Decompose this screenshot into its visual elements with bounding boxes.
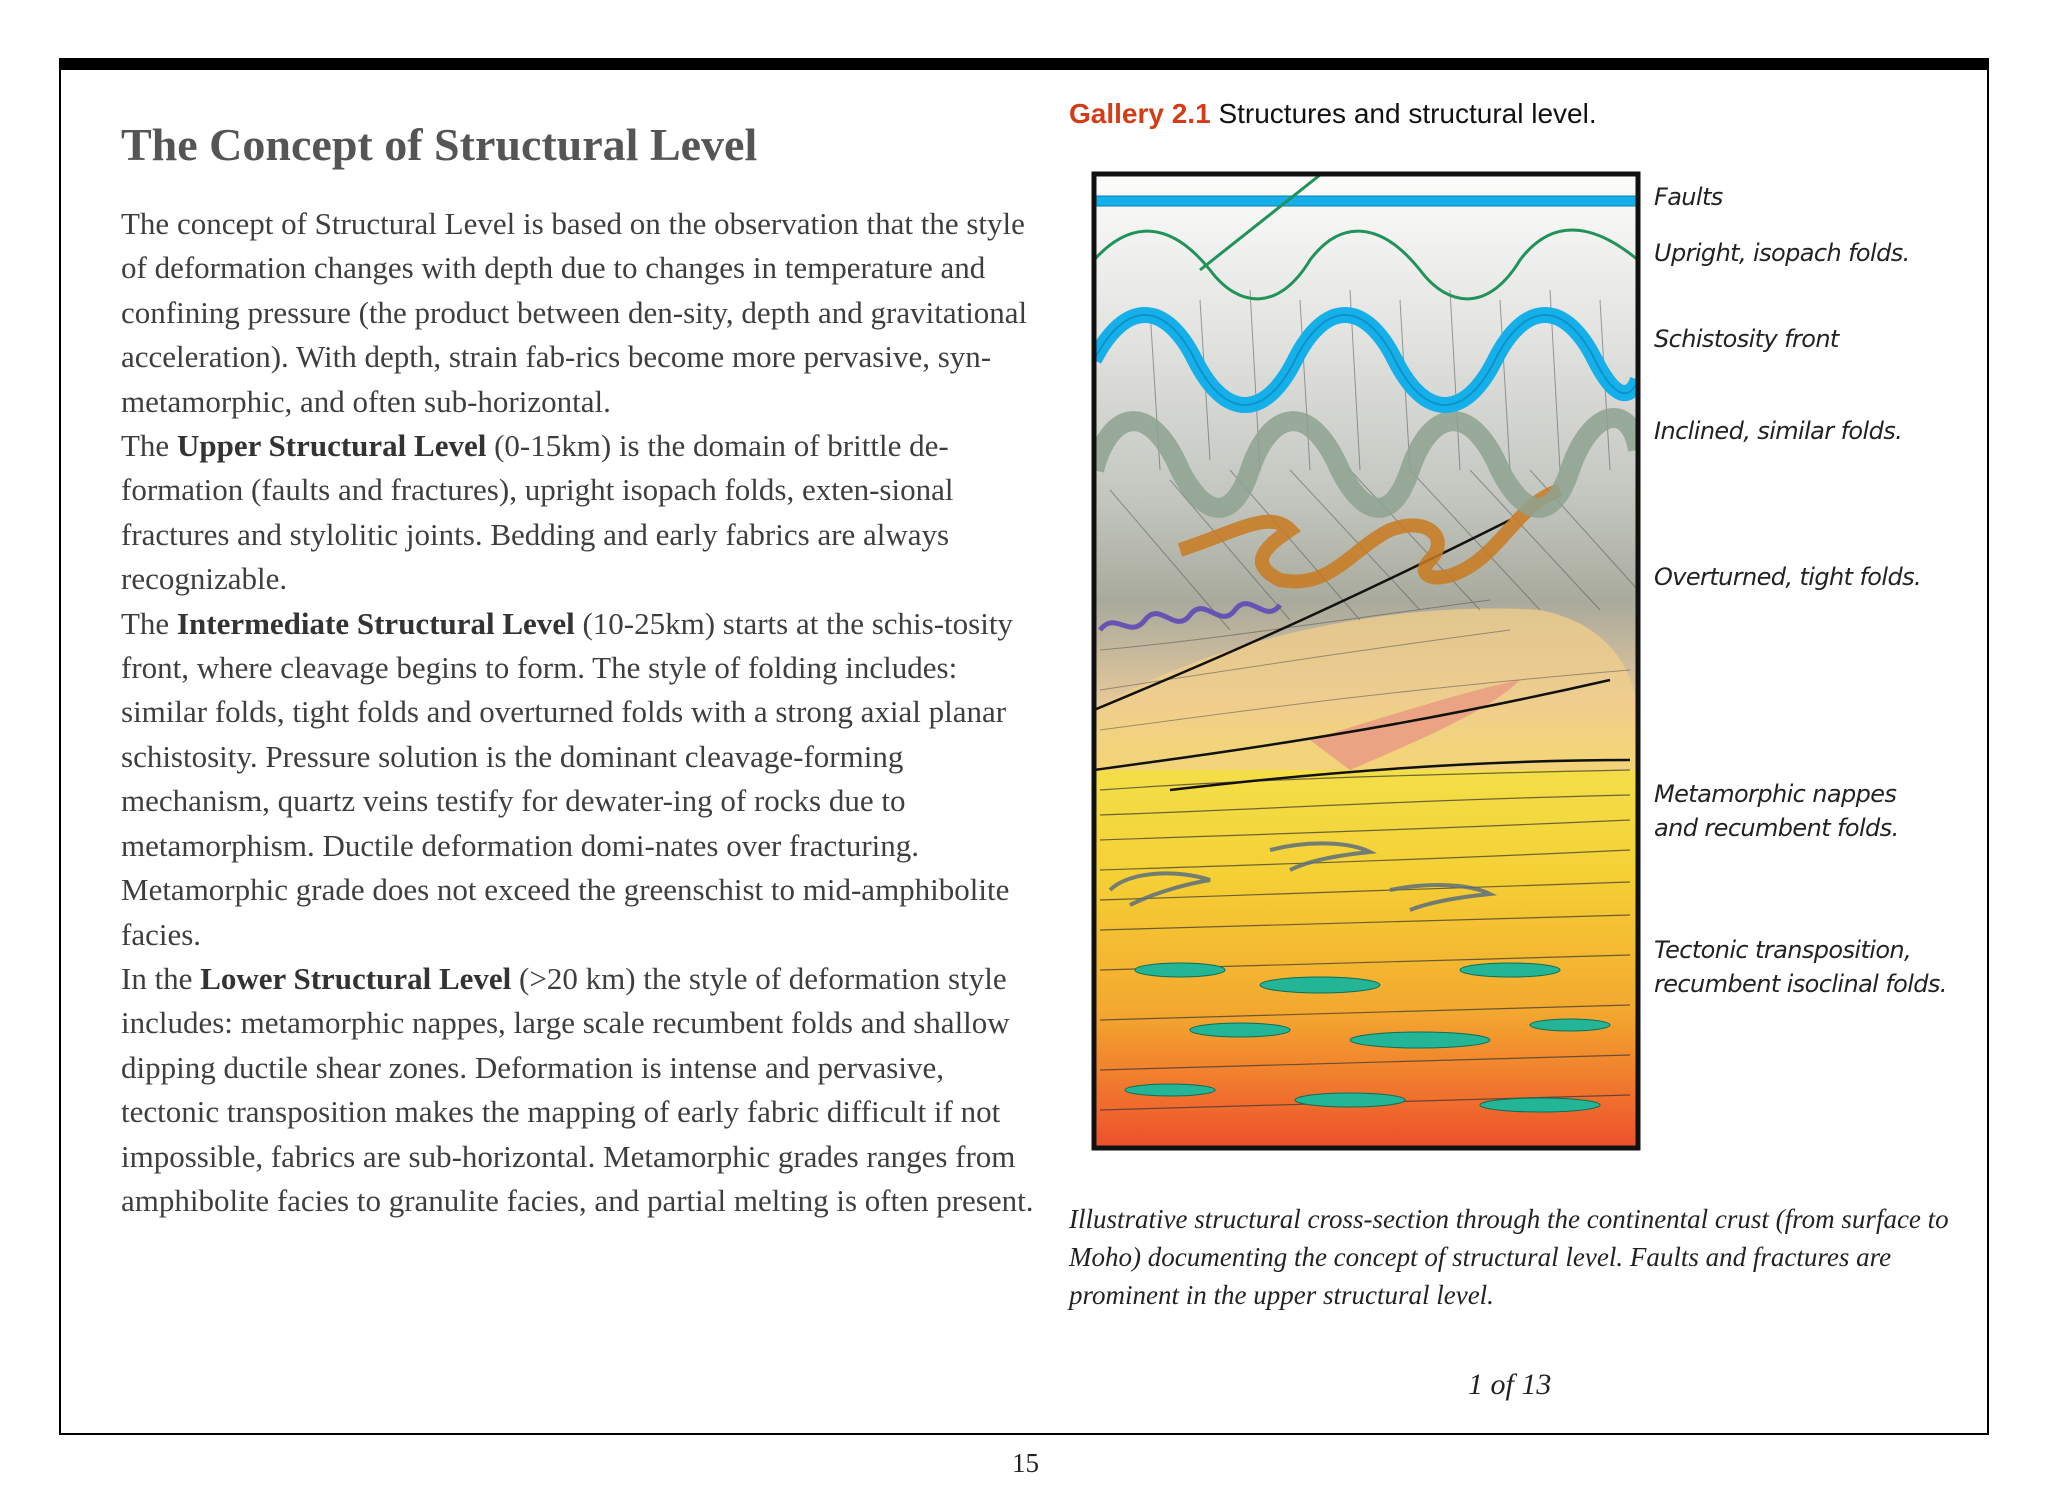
- gallery-caption: [1069, 98, 1597, 130]
- page-title: The Concept of Structural Level: [121, 119, 758, 170]
- term-upper-structural-level: Upper Structural Level: [176, 428, 487, 464]
- label-schistosity-front: Schistosity front: [1654, 325, 1839, 353]
- term-lower-structural-level: Lower Structural Level: [200, 960, 512, 996]
- term-intermediate-structural-level: Intermediate Structural Level: [176, 605, 575, 641]
- body-text: [121, 202, 1046, 1223]
- label-metamorphic-nappes: Metamorphic nappes and recumbent folds.: [1654, 780, 1899, 842]
- paragraph-intro: The concept of Structural Level is based on the observation that the style of deformation changes with depth due to changes in temperature and confining pressure (the product between den-sity, depth and gravitational acceleration). With depth, strain fab-rics become more pervasive, syn-metamorphic, and often sub-horizontal.: [121, 206, 1028, 419]
- label-tectonic-transposition: Tectonic transposition, recumbent isoclinal folds.: [1654, 936, 1947, 998]
- structural-cross-section-figure[interactable]: [1090, 170, 1642, 1152]
- paragraph-lower-level: In the Lower Structural Level (>20 km) the style of deformation style includes: metamorphic nappes, large scale recumbent folds and shallow dipping ductile shear zones. Deformation is intense and pervasive, tectonic transposition makes the mapping of early fabric difficult if not impossible, fabrics are sub-horizontal. Metamorphic grades ranges from amphibolite facies to granulite facies, and partial melting is often present.: [121, 960, 1034, 1218]
- label-upright-folds: Upright, isopach folds.: [1654, 239, 1910, 267]
- label-overturned-folds: Overturned, tight folds.: [1654, 563, 1922, 591]
- page-number: 15: [1012, 1448, 1039, 1478]
- gallery-title: Structures and structural level.: [1218, 98, 1597, 129]
- paragraph-intermediate-level: The Intermediate Structural Level (10-25km) starts at the schis-tosity front, where cleavage begins to form. The style of folding includes: similar folds, tight folds and overturned folds with a strong axial planar schistosity. Pressure solution is the dominant cleavage-forming mechanism, quartz veins testify for dewater-ing of rocks due to metamorphism. Ductile deformation domi-nates over fracturing. Metamorphic grade does not exceed the greenschist to mid-amphibolite facies.: [121, 605, 1013, 952]
- label-faults: Faults: [1654, 183, 1723, 211]
- gallery-number: Gallery 2.1: [1069, 98, 1211, 129]
- label-inclined-folds: Inclined, similar folds.: [1654, 417, 1903, 445]
- figure-caption: Illustrative structural cross-section through the continental crust (from surface to Moho) documenting the concept of structural level. Faults and fractures are prominent in the upper structural level.: [1069, 1204, 1949, 1310]
- paragraph-upper-level: The Upper Structural Level (0-15km) is the domain of brittle de-formation (faults and fractures), upright isopach folds, exten-sional fractures and stylolitic joints. Bedding and early fabrics are always recognizable.: [121, 428, 954, 597]
- gallery-page-count: 1 of 13: [1468, 1368, 1552, 1401]
